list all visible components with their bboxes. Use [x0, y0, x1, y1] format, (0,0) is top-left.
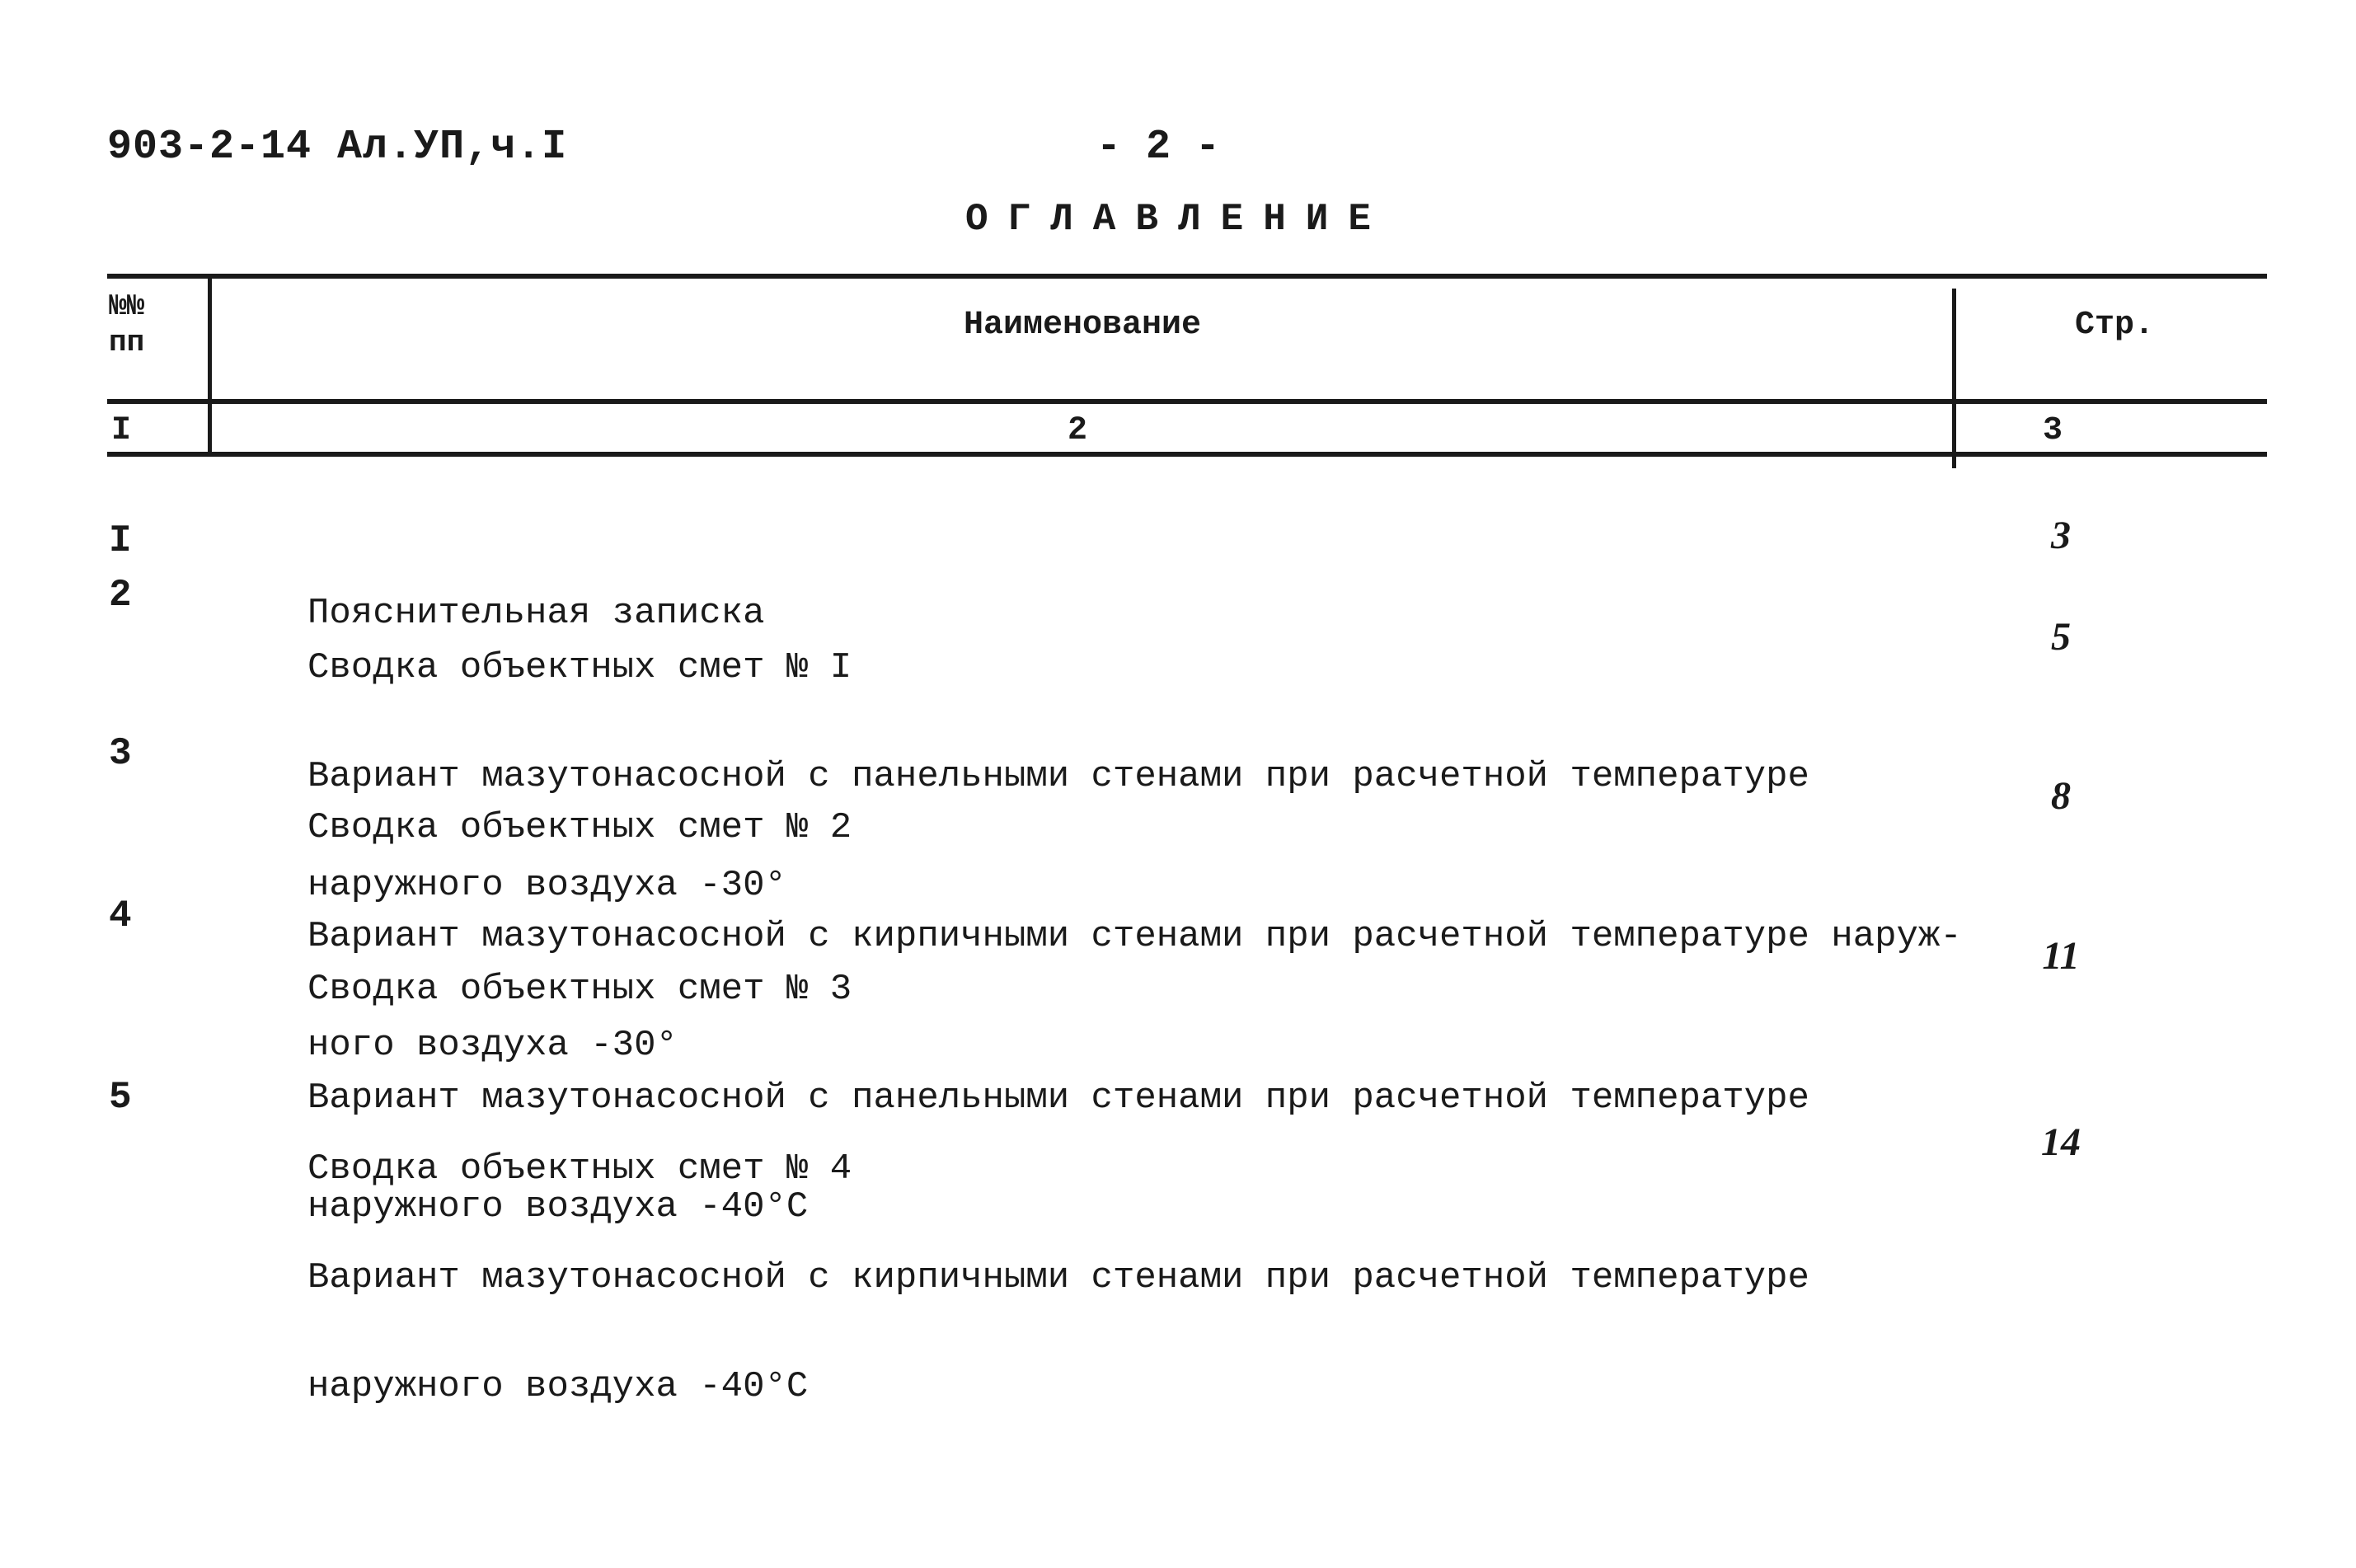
page-number: - 2 -: [1096, 124, 1221, 171]
entry-number: I: [109, 519, 132, 562]
entry-number: 4: [109, 894, 132, 937]
entry-number: 5: [109, 1076, 132, 1119]
column-header-page: Стр.: [2074, 307, 2154, 344]
table-column-divider: [1952, 289, 1956, 468]
entry-line: Сводка объектных смет № 3: [307, 969, 852, 1010]
entry-number: 3: [109, 732, 132, 775]
table-column-divider: [208, 279, 212, 453]
entry-line: Сводка объектных смет № 4: [307, 1148, 852, 1190]
column-number: 3: [2043, 412, 2063, 449]
column-header-number: №№ пп: [109, 289, 145, 359]
entry-page: 11: [2042, 934, 2080, 978]
entry-page: 3: [2051, 514, 2071, 557]
entry-line: Сводка объектных смет № I: [307, 647, 852, 688]
document-code: 903-2-14 Ал.УП,ч.I: [107, 124, 568, 171]
entry-page: 8: [2051, 774, 2071, 818]
column-number: 2: [1068, 412, 1088, 449]
entry-page: 14: [2041, 1120, 2081, 1164]
entry-description: [307, 1078, 1809, 1477]
entry-line: ного воздуха -30°: [307, 1025, 678, 1066]
entry-line: Вариант мазутонасосной с панельными стенами при расчетной температуре: [307, 1077, 1809, 1119]
entry-number: 2: [109, 574, 132, 617]
entry-line: Вариант мазутонасосной с панельными стенами при расчетной температуре: [307, 756, 1809, 797]
entry-line: наружного воздуха -40°С: [307, 1186, 809, 1228]
column-number: I: [111, 412, 132, 449]
page-title: ОГЛАВЛЕНИЕ: [964, 198, 1392, 241]
entry-line: наружного воздуха -40°С: [307, 1366, 809, 1407]
table-header-rule: [107, 399, 2267, 404]
entry-page: 5: [2051, 615, 2071, 659]
entry-line: Сводка объектных смет № 2: [307, 807, 852, 848]
table-top-rule: [107, 274, 2267, 279]
entry-line: наружного воздуха -30°: [307, 865, 786, 906]
column-header-name: Наименование: [963, 307, 1202, 344]
entry-line: Пояснительная записка: [307, 593, 765, 634]
table-bottom-rule: [107, 452, 2267, 457]
entry-line: Вариант мазутонасосной с кирпичными стенами при расчетной температуре наруж-: [307, 916, 1962, 957]
entry-line: Вариант мазутонасосной с кирпичными стенами при расчетной температуре: [307, 1257, 1809, 1298]
